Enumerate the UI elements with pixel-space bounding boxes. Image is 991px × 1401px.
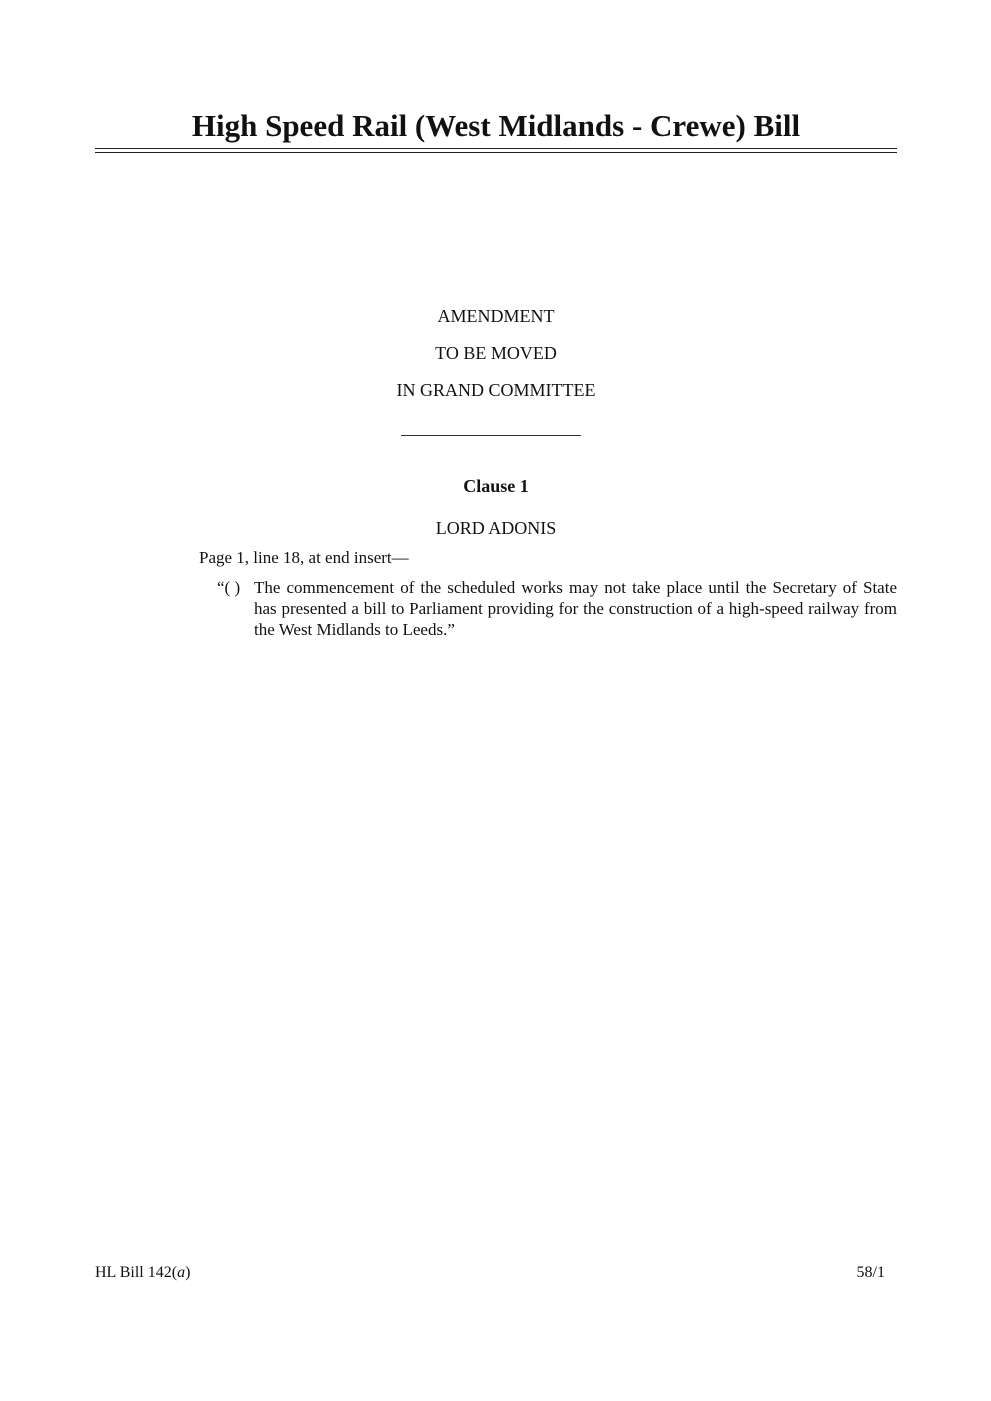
bill-number-italic: a [177,1264,186,1281]
inserted-text-body: The commencement of the scheduled works may not take place until the Secretary of State has presented a bill to Parliament providing for the construction of a high-speed railway from the West Midlands to Leeds.” [254,578,897,639]
inserted-text [217,577,897,640]
title-double-rule [95,148,897,153]
bill-number-prefix: HL Bill 142( [95,1264,178,1281]
section-divider [401,435,581,436]
bill-number [95,1264,190,1282]
amendment-heading-line-1: AMENDMENT [437,306,555,326]
amendment-heading-line-2: TO BE MOVED [435,343,557,363]
bill-title: High Speed Rail (West Midlands - Crewe) Bill [191,108,801,143]
page-reference: 58/1 [856,1264,885,1281]
member-name: LORD ADONIS [435,518,557,538]
amendment-heading-line-3: IN GRAND COMMITTEE [396,380,596,400]
clause-heading: Clause 1 [463,476,529,496]
amendment-instruction: Page 1, line 18, at end insert— [199,548,409,567]
bill-number-suffix: ) [185,1264,191,1281]
inserted-subsection-marker: “( ) [217,578,241,597]
